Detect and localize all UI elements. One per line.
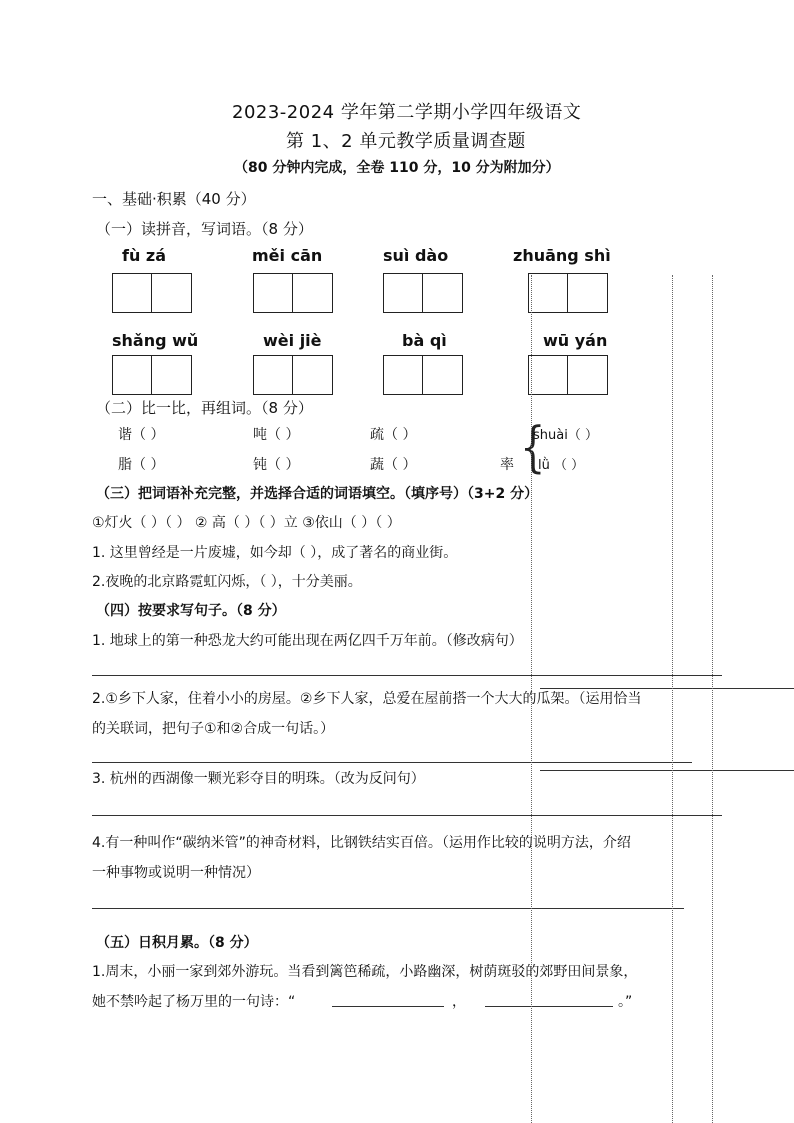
compare-item-1: 谐（ ） — [118, 427, 165, 443]
part5-question-1b-mid: ， — [452, 994, 466, 1010]
answer-line-2[interactable] — [92, 762, 692, 763]
poem-blank-2[interactable] — [485, 1006, 613, 1007]
pinyin-2: měi cān — [252, 246, 323, 265]
answer-line-3[interactable] — [92, 815, 722, 816]
part5-question-1b-pre: 她不禁吟起了杨万里的一句诗：“ — [92, 994, 296, 1010]
compare-item-2: 吨（ ） — [253, 427, 300, 443]
part5-question-1a: 1.周末，小丽一家到郊外游玩。当看到篱笆稀疏，小路幽深，树荫斑驳的郊野田间景象， — [92, 964, 638, 980]
polyphone-char: 率 — [500, 457, 514, 473]
section-heading: 一、基础·积累（40 分） — [92, 190, 256, 208]
subtitle: （80 分钟内完成，全卷 110 分，10 分为附加分） — [234, 160, 560, 176]
compare-item-5: 钝（ ） — [253, 457, 300, 473]
poem-blank-1[interactable] — [332, 1006, 444, 1007]
part4-question-4b: 一种事物或说明一种情况） — [92, 865, 260, 881]
part3-question-2: 2.夜晚的北京路霓虹闪烁，（ ），十分美丽。 — [92, 574, 362, 590]
pinyin-5: shǎng wǔ — [112, 331, 199, 350]
pinyin-1: fù zá — [122, 246, 167, 265]
compare-item-4: 脂（ ） — [118, 457, 165, 473]
pinyin-7: bà qì — [402, 331, 447, 350]
part4-heading: （四）按要求写句子。（8 分） — [96, 603, 286, 619]
brace-icon: { — [520, 416, 546, 480]
fill-options: ①灯火（ ）（ ） ② 高（ ）（ ）立 ③依山（ ）（ ） — [92, 515, 401, 531]
answer-box-5[interactable] — [112, 355, 192, 395]
answer-box-2[interactable] — [253, 273, 333, 313]
compare-item-3: 疏（ ） — [370, 427, 417, 443]
answer-box-6[interactable] — [253, 355, 333, 395]
binding-line-1 — [531, 275, 532, 1123]
answer-line-1[interactable] — [92, 675, 722, 676]
title-line-1: 2023-2024 学年第二学期小学四年级语文 — [232, 102, 582, 123]
part4-question-2b: 的关联词，把句子①和②合成一句话。） — [92, 721, 335, 737]
answer-line-2b — [540, 770, 794, 771]
part4-question-2a: 2.①乡下人家，住着小小的房屋。②乡下人家，总爱在屋前搭一个大大的瓜架。（运用恰当 — [92, 691, 642, 707]
part1-heading: （一）读拼音，写词语。（8 分） — [96, 220, 313, 238]
part5-heading: （五）日积月累。（8 分） — [96, 935, 258, 951]
pinyin-4: zhuāng shì — [513, 246, 611, 265]
answer-box-1[interactable] — [112, 273, 192, 313]
answer-box-4[interactable] — [528, 273, 608, 313]
pinyin-3: suì dào — [383, 246, 449, 265]
answer-box-7[interactable] — [383, 355, 463, 395]
compare-item-6: 蔬（ ） — [370, 457, 417, 473]
polyphone-reading-2: lǜ （ ） — [538, 458, 585, 473]
binding-line-3 — [712, 275, 713, 1123]
part5-question-1b-end: 。” — [618, 994, 633, 1010]
binding-line-2 — [672, 275, 673, 1123]
answer-box-8[interactable] — [528, 355, 608, 395]
part4-question-1: 1. 地球上的第一种恐龙大约可能出现在两亿四千万年前。（修改病句） — [92, 633, 523, 649]
answer-line-4[interactable] — [92, 908, 684, 909]
part3-heading: （三）把词语补充完整，并选择合适的词语填空。（填序号）（3+2 分） — [96, 486, 539, 502]
answer-box-3[interactable] — [383, 273, 463, 313]
pinyin-6: wèi jiè — [263, 331, 322, 350]
pinyin-8: wū yán — [543, 331, 608, 350]
part4-question-4a: 4.有一种叫作“碳纳米管”的神奇材料，比钢铁结实百倍。（运用作比较的说明方法，介绍 — [92, 835, 631, 851]
title-line-2: 第 1、2 单元教学质量调查题 — [286, 131, 526, 152]
part2-heading: （二）比一比，再组词。（8 分） — [96, 399, 313, 417]
part3-question-1: 1. 这里曾经是一片废墟，如今却（ ），成了著名的商业街。 — [92, 545, 458, 561]
polyphone-reading-1: shuài（ ） — [533, 428, 598, 443]
part4-question-3: 3. 杭州的西湖像一颗光彩夺目的明珠。（改为反问句） — [92, 771, 425, 787]
